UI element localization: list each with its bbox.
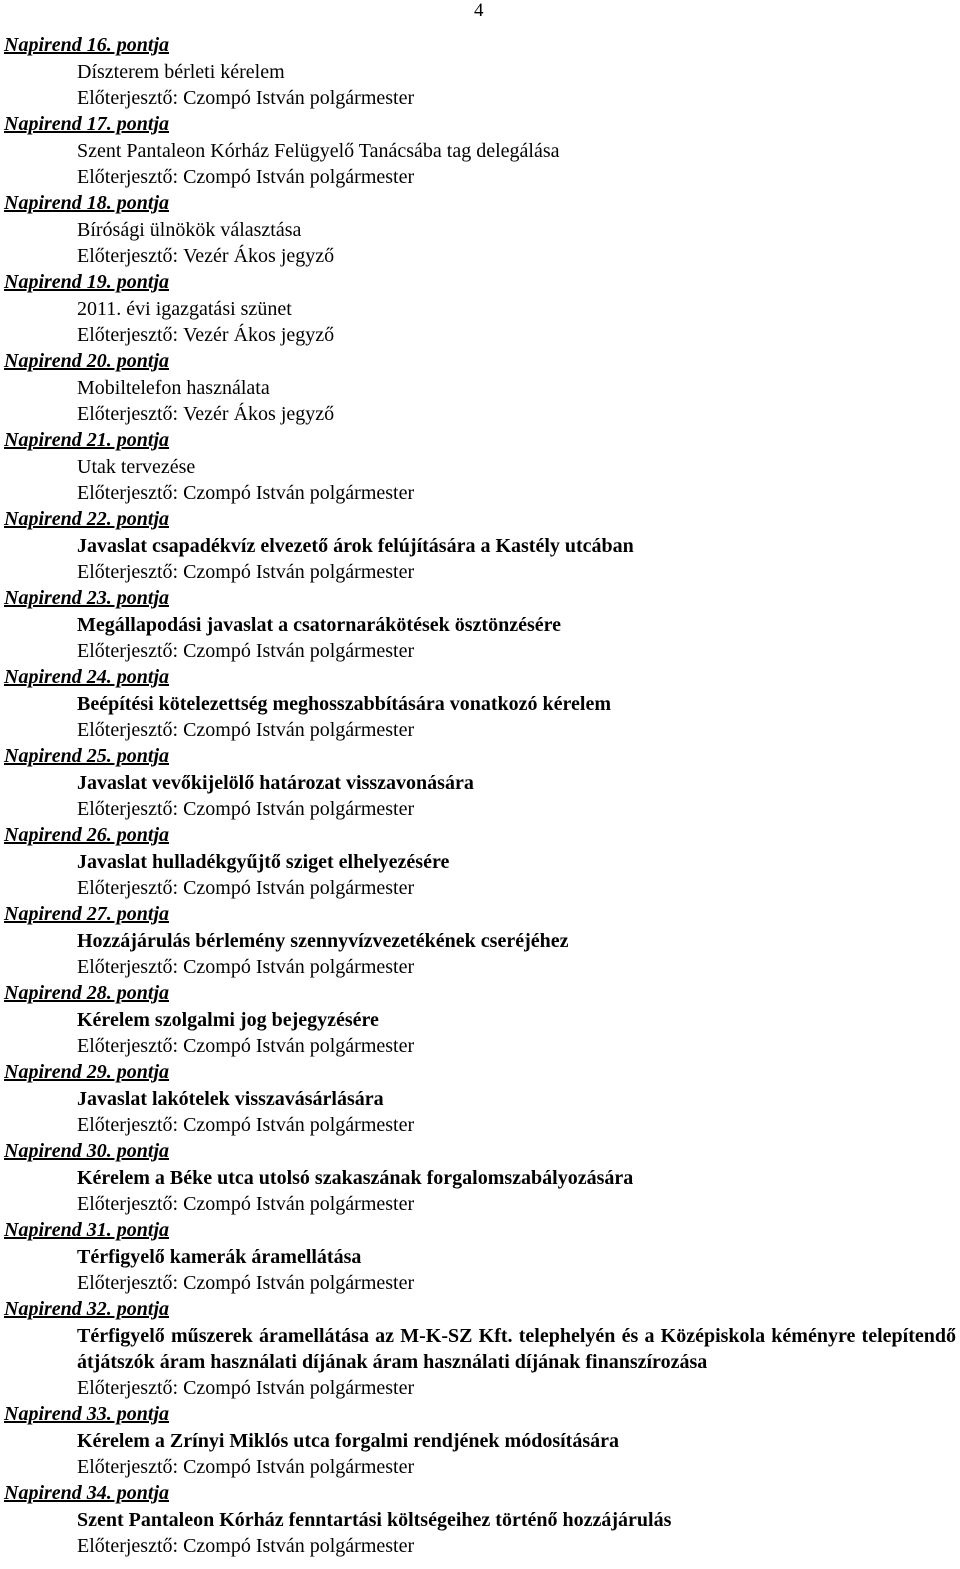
agenda-item-presenter (4, 1191, 956, 1218)
agenda-item (4, 1480, 956, 1559)
agenda-item-presenter (4, 401, 956, 428)
agenda-item-presenter (4, 1270, 956, 1297)
agenda-item (4, 1138, 956, 1217)
agenda-item-heading: Napirend 16. pontja (4, 34, 170, 56)
agenda-item (4, 1296, 956, 1401)
presenter-label: Előterjesztő: (77, 323, 179, 346)
presenter-label: Előterjesztő: (77, 165, 179, 188)
agenda-item-presenter (4, 480, 956, 507)
presenter-label: Előterjesztő: (77, 1192, 179, 1215)
agenda-item (4, 348, 956, 427)
presenter-name: Czompó István polgármester (183, 1271, 415, 1294)
agenda-item-presenter (4, 954, 956, 981)
presenter-label: Előterjesztő: (77, 244, 179, 267)
agenda-item (4, 585, 956, 664)
presenter-label: Előterjesztő: (77, 955, 179, 978)
agenda-item (4, 1401, 956, 1480)
agenda-item-presenter (4, 796, 956, 823)
presenter-label: Előterjesztő: (77, 718, 179, 741)
agenda-item-heading: Napirend 32. pontja (4, 1298, 170, 1320)
agenda-item-title: Javaslat lakótelek visszavásárlására (77, 1087, 384, 1110)
agenda-item-heading: Napirend 17. pontja (4, 113, 170, 135)
agenda-item-presenter (4, 717, 956, 744)
presenter-label: Előterjesztő: (77, 797, 179, 820)
presenter-name: Czompó István polgármester (183, 1113, 415, 1136)
agenda-item (4, 111, 956, 190)
agenda-item-heading: Napirend 33. pontja (4, 1403, 170, 1425)
agenda-item-heading: Napirend 19. pontja (4, 271, 170, 293)
agenda-item-presenter (4, 1112, 956, 1139)
agenda-item-title: Kérelem a Zrínyi Miklós utca forgalmi rendjének módosítására (77, 1429, 619, 1452)
agenda-item-presenter (4, 1454, 956, 1481)
agenda-item-presenter (4, 243, 956, 270)
presenter-label: Előterjesztő: (77, 402, 179, 425)
presenter-label: Előterjesztő: (77, 1534, 179, 1557)
presenter-name: Czompó István polgármester (183, 797, 415, 820)
agenda-item (4, 506, 956, 585)
presenter-name: Vezér Ákos jegyző (183, 402, 335, 425)
agenda-item-presenter (4, 164, 956, 191)
agenda-item-title: Kérelem szolgalmi jog bejegyzésére (77, 1008, 379, 1031)
agenda-item (4, 743, 956, 822)
agenda-item (4, 427, 956, 506)
agenda-item-heading: Napirend 29. pontja (4, 1061, 170, 1083)
presenter-name: Czompó István polgármester (183, 1455, 415, 1478)
presenter-name: Vezér Ákos jegyző (183, 244, 335, 267)
agenda-item (4, 32, 956, 111)
agenda-item-heading: Napirend 26. pontja (4, 824, 170, 846)
agenda-item (4, 1059, 956, 1138)
agenda-item-heading: Napirend 22. pontja (4, 508, 170, 530)
presenter-name: Czompó István polgármester (183, 1034, 415, 1057)
agenda-item (4, 664, 956, 743)
presenter-label: Előterjesztő: (77, 1034, 179, 1057)
agenda-item-heading: Napirend 23. pontja (4, 587, 170, 609)
presenter-name: Czompó István polgármester (183, 1376, 415, 1399)
agenda-item (4, 901, 956, 980)
agenda-item-heading: Napirend 28. pontja (4, 982, 170, 1004)
agenda-item-heading: Napirend 18. pontja (4, 192, 170, 214)
agenda-item-presenter (4, 638, 956, 665)
presenter-label: Előterjesztő: (77, 560, 179, 583)
agenda-item-title: Térfigyelő kamerák áramellátása (77, 1245, 362, 1268)
presenter-name: Czompó István polgármester (183, 1192, 415, 1215)
agenda-item (4, 980, 956, 1059)
presenter-name: Czompó István polgármester (183, 639, 415, 662)
agenda-item-heading: Napirend 20. pontja (4, 350, 170, 372)
agenda-item-presenter (4, 85, 956, 112)
presenter-label: Előterjesztő: (77, 1455, 179, 1478)
agenda-item-title: Díszterem bérleti kérelem (77, 60, 285, 83)
presenter-name: Czompó István polgármester (183, 560, 415, 583)
agenda-item (4, 190, 956, 269)
agenda-item-presenter (4, 1033, 956, 1060)
agenda-list (4, 32, 956, 1559)
agenda-item-title: Javaslat vevőkijelölő határozat visszavonására (77, 771, 474, 794)
agenda-item-title: Javaslat hulladékgyűjtő sziget elhelyezésére (77, 850, 450, 873)
agenda-item-presenter (4, 559, 956, 586)
agenda-item-title: Megállapodási javaslat a csatornarákötések ösztönzésére (77, 613, 562, 636)
presenter-label: Előterjesztő: (77, 1113, 179, 1136)
agenda-item-title: Szent Pantaleon Kórház fenntartási költségeihez történő hozzájárulás (77, 1508, 672, 1531)
agenda-item-heading: Napirend 30. pontja (4, 1140, 170, 1162)
agenda-item-heading: Napirend 34. pontja (4, 1482, 170, 1504)
agenda-item-heading: Napirend 25. pontja (4, 745, 170, 767)
page-number: 4 (474, 0, 484, 21)
agenda-item-presenter (4, 1533, 956, 1560)
agenda-item-title: Hozzájárulás bérlemény szennyvízvezetékének cseréjéhez (77, 929, 569, 952)
presenter-label: Előterjesztő: (77, 876, 179, 899)
presenter-label: Előterjesztő: (77, 1376, 179, 1399)
presenter-name: Czompó István polgármester (183, 165, 415, 188)
presenter-name: Czompó István polgármester (183, 481, 415, 504)
agenda-item-title: Bírósági ülnökök választása (77, 218, 302, 241)
agenda-item-heading: Napirend 31. pontja (4, 1219, 170, 1241)
agenda-item-heading: Napirend 24. pontja (4, 666, 170, 688)
agenda-item-presenter (4, 875, 956, 902)
agenda-item-title: Szent Pantaleon Kórház Felügyelő Tanácsába tag delegálása (77, 139, 560, 162)
presenter-label: Előterjesztő: (77, 86, 179, 109)
presenter-name: Czompó István polgármester (183, 718, 415, 741)
agenda-item-title: Utak tervezése (77, 455, 196, 478)
presenter-name: Vezér Ákos jegyző (183, 323, 335, 346)
agenda-item-title: 2011. évi igazgatási szünet (77, 297, 292, 320)
presenter-name: Czompó István polgármester (183, 1534, 415, 1557)
agenda-item-title: Beépítési kötelezettség meghosszabbítására vonatkozó kérelem (77, 692, 611, 715)
agenda-item-title: Javaslat csapadékvíz elvezető árok felújítására a Kastély utcában (77, 534, 634, 557)
agenda-item-presenter (4, 322, 956, 349)
agenda-item (4, 1217, 956, 1296)
agenda-item (4, 822, 956, 901)
presenter-label: Előterjesztő: (77, 481, 179, 504)
presenter-label: Előterjesztő: (77, 1271, 179, 1294)
agenda-item-presenter (4, 1375, 956, 1402)
agenda-item-title: Kérelem a Béke utca utolsó szakaszának forgalomszabályozására (77, 1166, 634, 1189)
agenda-item-title: Mobiltelefon használata (77, 376, 270, 399)
agenda-item (4, 269, 956, 348)
presenter-name: Czompó István polgármester (183, 955, 415, 978)
presenter-name: Czompó István polgármester (183, 86, 415, 109)
presenter-label: Előterjesztő: (77, 639, 179, 662)
agenda-item-heading: Napirend 27. pontja (4, 903, 170, 925)
agenda-item-heading: Napirend 21. pontja (4, 429, 170, 451)
agenda-item-title: Térfigyelő műszerek áramellátása az M-K-SZ Kft. telephelyén és a Középiskola kéményre telepítendő átjátszók áram használati díjának áram használati díjának finanszírozása (77, 1324, 956, 1373)
presenter-name: Czompó István polgármester (183, 876, 415, 899)
